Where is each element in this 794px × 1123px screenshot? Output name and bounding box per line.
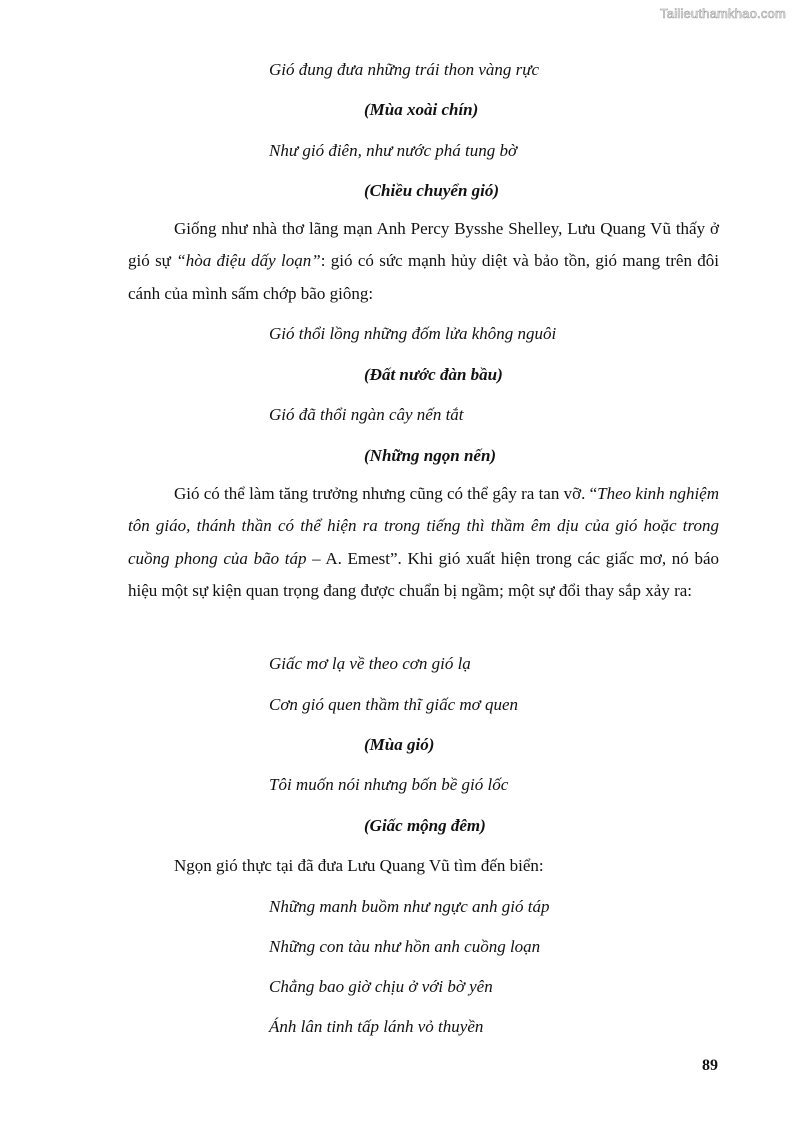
verse-line: Tôi muốn nói nhưng bốn bề gió lốc bbox=[269, 775, 509, 794]
paragraph-text: – A. Emest”. Khi gió xuất hiện trong các giấc mơ, nó báo hiệu một sự kiện quan trọng đang được chuẩn bị ngầm; một sự đổi thay sắp xảy ra: bbox=[128, 548, 719, 601]
poem-title: (Mùa gió) bbox=[364, 735, 435, 754]
poem-title: (Đất nước đàn bầu) bbox=[364, 365, 503, 384]
page-number: 89 bbox=[702, 1057, 718, 1074]
paragraph-quote: “hòa điệu dấy loạn” bbox=[176, 251, 321, 271]
verse-line: Gió thổi lồng những đốm lửa không nguôi bbox=[269, 324, 557, 343]
verse-line: Gió đã thổi ngàn cây nến tắt bbox=[269, 405, 464, 424]
verse-line: Cơn gió quen thầm thĩ giấc mơ quen bbox=[269, 695, 519, 714]
verse-line: Giấc mơ lạ về theo cơn gió lạ bbox=[269, 654, 471, 673]
verse-line: Những manh buồm như ngực anh gió táp bbox=[269, 897, 550, 916]
paragraph-text: : gió có sức mạnh hủy diệt và bảo tồn, gió mang trên đôi cánh của mình sấm chớp bão giông: bbox=[128, 251, 720, 303]
poem-title: (Những ngọn nến) bbox=[364, 446, 497, 465]
paragraph-text: Giống như nhà thơ lãng mạn Anh Percy Bysshe Shelley, Lưu Quang Vũ thấy ở gió sự bbox=[128, 219, 719, 271]
paragraph-2 bbox=[128, 478, 719, 608]
paragraph-quote: Theo kinh nghiệm tôn giáo, thánh thần có thể hiện ra trong tiếng thì thầm êm dịu của gió hoặc trong cuồng phong của bão táp bbox=[128, 484, 719, 568]
verse-line: Chẳng bao giờ chịu ở với bờ yên bbox=[269, 977, 493, 996]
poem-title: (Giấc mộng đêm) bbox=[364, 816, 486, 835]
poem-title: (Mùa xoài chín) bbox=[364, 100, 479, 119]
poem-title: (Chiều chuyển gió) bbox=[364, 181, 500, 200]
verse-line: Ánh lân tinh tấp lánh vỏ thuyền bbox=[269, 1017, 484, 1036]
verse-line: Những con tàu như hồn anh cuồng loạn bbox=[269, 937, 541, 956]
watermark-text: Tailieuthamkhao.com bbox=[660, 6, 786, 21]
verse-line: Như gió điên, như nước phá tung bờ bbox=[269, 141, 518, 160]
paragraph-1 bbox=[128, 213, 719, 310]
paragraph-3: Ngọn gió thực tại đã đưa Lưu Quang Vũ tìm đến biển: bbox=[174, 856, 544, 875]
verse-line: Gió đung đưa những trái thon vàng rực bbox=[269, 60, 540, 79]
paragraph-text: Gió có thể làm tăng trưởng nhưng cũng có thể gây ra tan vỡ. “ bbox=[174, 484, 598, 503]
